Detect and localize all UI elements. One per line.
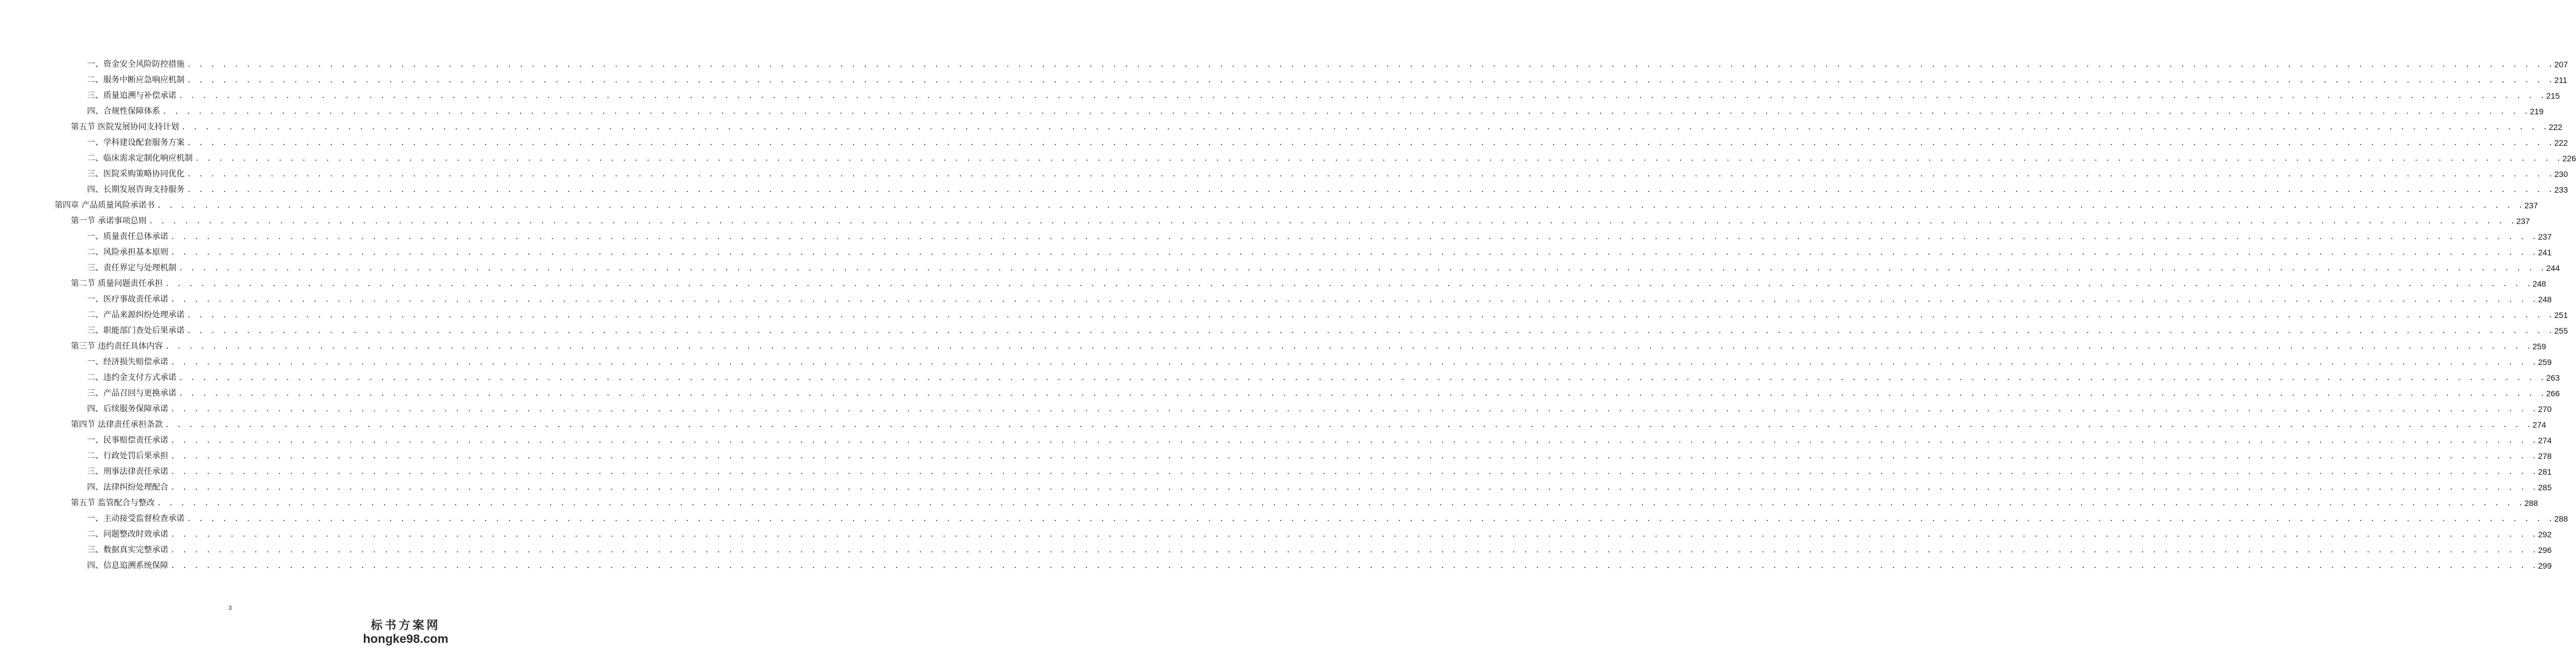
toc-entry-page: 274 bbox=[2538, 436, 2552, 445]
toc-dot-leader: . . . . . . . . . . . . . . . . . . . . . . . . . . . . . . . . . . . . . . . . . . . . . . . . . . . . . . . . . . . . . . . . . . . . . . . . . . . . . . . . . . . . . . . . . . . . . . . . . . . . . . . . . . . . . . . . . . . . . . . . . . . . . . . . . . . . . . . . . . . . . . . . . . . . . . . . . . . . . . . . . . . . . . . . . . . . . . . . . . . . . . . . . . . . . . . . . . . . . . . . bbox=[187, 186, 2555, 194]
toc-entry-title: 三、责任界定与处理机制 bbox=[87, 263, 176, 273]
toc-entry-title: 一、医疗事故责任承诺 bbox=[87, 295, 168, 304]
toc-entry-title: 一、主动接受监督检查承诺 bbox=[87, 514, 185, 523]
toc-entry-title: 第一节 承诺事项总则 bbox=[71, 216, 147, 226]
toc-subsection-entry[interactable] bbox=[0, 179, 2568, 195]
toc-entry-page: 299 bbox=[2538, 561, 2552, 570]
toc-entry-title: 第五节 监管配合与整改 bbox=[71, 498, 155, 508]
toc-subsection-entry[interactable] bbox=[0, 164, 2568, 179]
toc-section-entry[interactable] bbox=[0, 336, 2546, 352]
toc-subsection-entry[interactable] bbox=[0, 555, 2552, 571]
toc-entry-title: 三、产品召回与更换承诺 bbox=[87, 389, 176, 398]
toc-dot-leader: . . . . . . . . . . . . . . . . . . . . . . . . . . . . . . . . . . . . . . . . . . . . . . . . . . . . . . . . . . . . . . . . . . . . . . . . . . . . . . . . . . . . . . . . . . . . . . . . . . . . . . . . . . . . . . . . . . . . . . . . . . . . . . . . . . . . . . . . . . . . . . . . . . . . . . . . . . . . . . . . . . . . . . . . . . . . . . . . . . . . . . . . . . . . . . . . . . . . . . . . bbox=[181, 123, 2549, 131]
toc-entry-page: 270 bbox=[2538, 404, 2552, 414]
toc-entry-page: 288 bbox=[2554, 514, 2568, 523]
toc-entry-page: 219 bbox=[2530, 107, 2544, 116]
toc-dot-leader: . . . . . . . . . . . . . . . . . . . . . . . . . . . . . . . . . . . . . . . . . . . . . . . . . . . . . . . . . . . . . . . . . . . . . . . . . . . . . . . . . . . . . . . . . . . . . . . . . . . . . . . . . . . . . . . . . . . . . . . . . . . . . . . . . . . . . . . . . . . . . . . . . . . . . . . . . . . . . . . . . . . . . . . . . . . . . . . . . . . . . . . . . . . . . . . . . . . . . . . . bbox=[187, 60, 2555, 68]
toc-entry-page: 248 bbox=[2538, 295, 2552, 304]
watermark-url: hongke98.com bbox=[363, 632, 449, 646]
toc-dot-leader: . . . . . . . . . . . . . . . . . . . . . . . . . . . . . . . . . . . . . . . . . . . . . . . . . . . . . . . . . . . . . . . . . . . . . . . . . . . . . . . . . . . . . . . . . . . . . . . . . . . . . . . . . . . . . . . . . . . . . . . . . . . . . . . . . . . . . . . . . . . . . . . . . . . . . . . . . . . . . . . . . . . . . . . . . . . . . . . . . . . . . . . . . . . . . . . . . . . . . . . . bbox=[171, 546, 2538, 554]
watermark-name: 标书方案网 bbox=[371, 618, 440, 632]
toc-entry-page: 215 bbox=[2546, 91, 2560, 100]
toc-entry-page: 259 bbox=[2538, 357, 2552, 367]
toc-entry-title: 二、问题整改时效承诺 bbox=[87, 530, 168, 539]
toc-entry-page: 207 bbox=[2554, 60, 2568, 69]
toc-dot-leader: . . . . . . . . . . . . . . . . . . . . . . . . . . . . . . . . . . . . . . . . . . . . . . . . . . . . . . . . . . . . . . . . . . . . . . . . . . . . . . . . . . . . . . . . . . . . . . . . . . . . . . . . . . . . . . . . . . . . . . . . . . . . . . . . . . . . . . . . . . . . . . . . . . . . . . . . . . . . . . . . . . . . . . . . . . . . . . . . . . . . . . . . . . . . . . . . . . . . . . . . bbox=[157, 201, 2525, 209]
toc-entry-page: 292 bbox=[2538, 530, 2552, 539]
toc-entry-page: 241 bbox=[2538, 248, 2552, 257]
toc-dot-leader: . . . . . . . . . . . . . . . . . . . . . . . . . . . . . . . . . . . . . . . . . . . . . . . . . . . . . . . . . . . . . . . . . . . . . . . . . . . . . . . . . . . . . . . . . . . . . . . . . . . . . . . . . . . . . . . . . . . . . . . . . . . . . . . . . . . . . . . . . . . . . . . . . . . . . . . . . . . . . . . . . . . . . . . . . . . . . . . . . . . . . . . . . . . . . . . . . . . . . . . . bbox=[187, 515, 2555, 523]
toc-entry-title: 第二节 质量问题责任承担 bbox=[71, 279, 163, 288]
toc-entry-page: 281 bbox=[2538, 467, 2552, 476]
toc-dot-leader: . . . . . . . . . . . . . . . . . . . . . . . . . . . . . . . . . . . . . . . . . . . . . . . . . . . . . . . . . . . . . . . . . . . . . . . . . . . . . . . . . . . . . . . . . . . . . . . . . . . . . . . . . . . . . . . . . . . . . . . . . . . . . . . . . . . . . . . . . . . . . . . . . . . . . . . . . . . . . . . . . . . . . . . . . . . . . . . . . . . . . . . . . . . . . . . . . . . . . . . . bbox=[171, 405, 2538, 413]
toc-dot-leader: . . . . . . . . . . . . . . . . . . . . . . . . . . . . . . . . . . . . . . . . . . . . . . . . . . . . . . . . . . . . . . . . . . . . . . . . . . . . . . . . . . . . . . . . . . . . . . . . . . . . . . . . . . . . . . . . . . . . . . . . . . . . . . . . . . . . . . . . . . . . . . . . . . . . . . . . . . . . . . . . . . . . . . . . . . . . . . . . . . . . . . . . . . . . . . . . . . . . . . . . bbox=[171, 468, 2538, 476]
toc-dot-leader: . . . . . . . . . . . . . . . . . . . . . . . . . . . . . . . . . . . . . . . . . . . . . . . . . . . . . . . . . . . . . . . . . . . . . . . . . . . . . . . . . . . . . . . . . . . . . . . . . . . . . . . . . . . . . . . . . . . . . . . . . . . . . . . . . . . . . . . . . . . . . . . . . . . . . . . . . . . . . . . . . . . . . . . . . . . . . . . . . . . . . . . . . . . . . . . . . . . . . . . . bbox=[171, 233, 2538, 241]
toc-entry-title: 一、质量责任总体承诺 bbox=[87, 232, 168, 241]
toc-entry-title: 三、刑事法律责任承诺 bbox=[87, 467, 168, 476]
toc-subsection-entry[interactable] bbox=[0, 477, 2552, 493]
toc-subsection-entry[interactable] bbox=[0, 132, 2568, 148]
toc-entry-title: 二、服务中断应急响应机制 bbox=[87, 75, 185, 85]
toc-entry-page: 296 bbox=[2538, 545, 2552, 555]
toc-subsection-entry[interactable] bbox=[0, 148, 2576, 164]
toc-entry-title: 四、合规性保障体系 bbox=[87, 107, 160, 116]
toc-dot-leader: . . . . . . . . . . . . . . . . . . . . . . . . . . . . . . . . . . . . . . . . . . . . . . . . . . . . . . . . . . . . . . . . . . . . . . . . . . . . . . . . . . . . . . . . . . . . . . . . . . . . . . . . . . . . . . . . . . . . . . . . . . . . . . . . . . . . . . . . . . . . . . . . . . . . . . . . . . . . . . . . . . . . . . . . . . . . . . . . . . . . . . . . . . . . . . . . . . . . . . . . bbox=[171, 483, 2538, 491]
toc-subsection-entry[interactable] bbox=[0, 305, 2568, 320]
toc-subsection-entry[interactable] bbox=[0, 226, 2552, 242]
toc-subsection-entry[interactable] bbox=[0, 85, 2560, 101]
toc-section-entry[interactable] bbox=[0, 493, 2538, 508]
toc-dot-leader: . . . . . . . . . . . . . . . . . . . . . . . . . . . . . . . . . . . . . . . . . . . . . . . . . . . . . . . . . . . . . . . . . . . . . . . . . . . . . . . . . . . . . . . . . . . . . . . . . . . . . . . . . . . . . . . . . . . . . . . . . . . . . . . . . . . . . . . . . . . . . . . . . . . . . . . . . . . . . . . . . . . . . . . . . . . . . . . . . . . . . . . . . . . . . . . . . . . . . . . . bbox=[171, 452, 2538, 460]
toc-entry-page: 237 bbox=[2516, 216, 2530, 226]
toc-entry-title: 三、数据真实完整承诺 bbox=[87, 545, 168, 555]
toc-entry-title: 一、资金安全风险防控措施 bbox=[87, 60, 185, 69]
toc-subsection-entry[interactable] bbox=[0, 289, 2552, 305]
toc-entry-page: 274 bbox=[2532, 420, 2546, 429]
toc-entry-title: 四、法律纠纷处理配合 bbox=[87, 483, 168, 492]
toc-dot-leader: . . . . . . . . . . . . . . . . . . . . . . . . . . . . . . . . . . . . . . . . . . . . . . . . . . . . . . . . . . . . . . . . . . . . . . . . . . . . . . . . . . . . . . . . . . . . . . . . . . . . . . . . . . . . . . . . . . . . . . . . . . . . . . . . . . . . . . . . . . . . . . . . . . . . . . . . . . . . . . . . . . . . . . . . . . . . . . . . . . . . . . . . . . . . . . . . . . . . . . . . bbox=[179, 374, 2546, 382]
toc-section-entry[interactable] bbox=[0, 414, 2546, 430]
toc-entry-page: 263 bbox=[2546, 373, 2560, 382]
toc-subsection-entry[interactable] bbox=[0, 524, 2552, 540]
toc-subsection-entry[interactable] bbox=[0, 540, 2552, 555]
toc-entry-page: 237 bbox=[2524, 201, 2538, 210]
toc-entry-page: 222 bbox=[2554, 138, 2568, 147]
toc-dot-leader: . . . . . . . . . . . . . . . . . . . . . . . . . . . . . . . . . . . . . . . . . . . . . . . . . . . . . . . . . . . . . . . . . . . . . . . . . . . . . . . . . . . . . . . . . . . . . . . . . . . . . . . . . . . . . . . . . . . . . . . . . . . . . . . . . . . . . . . . . . . . . . . . . . . . . . . . . . . . . . . . . . . . . . . . . . . . . . . . . . . . . . . . . . . . . . . . . . . . . . . . bbox=[171, 248, 2538, 256]
toc-entry-title: 三、职能部门查处后果承诺 bbox=[87, 326, 185, 335]
toc-section-entry[interactable] bbox=[0, 273, 2546, 289]
table-of-contents bbox=[0, 54, 2576, 571]
toc-entry-title: 一、学科建设配套服务方案 bbox=[87, 138, 185, 147]
toc-dot-leader: . . . . . . . . . . . . . . . . . . . . . . . . . . . . . . . . . . . . . . . . . . . . . . . . . . . . . . . . . . . . . . . . . . . . . . . . . . . . . . . . . . . . . . . . . . . . . . . . . . . . . . . . . . . . . . . . . . . . . . . . . . . . . . . . . . . . . . . . . . . . . . . . . . . . . . . . . . . . . . . . . . . . . . . . . . . . . . . . . . . . . . . . . . . . . . . . . . . . . . . . bbox=[162, 107, 2530, 115]
toc-entry-page: 288 bbox=[2524, 498, 2538, 508]
toc-subsection-entry[interactable] bbox=[0, 446, 2552, 461]
page-number: 3 bbox=[228, 605, 232, 612]
toc-dot-leader: . . . . . . . . . . . . . . . . . . . . . . . . . . . . . . . . . . . . . . . . . . . . . . . . . . . . . . . . . . . . . . . . . . . . . . . . . . . . . . . . . . . . . . . . . . . . . . . . . . . . . . . . . . . . . . . . . . . . . . . . . . . . . . . . . . . . . . . . . . . . . . . . . . . . . . . . . . . . . . . . . . . . . . . . . . . . . . . . . . . . . . . . . . . . . . . . . . . . . . . . bbox=[165, 280, 2533, 288]
toc-entry-title: 一、经济损失赔偿承诺 bbox=[87, 357, 168, 367]
toc-entry-page: 222 bbox=[2549, 122, 2563, 132]
toc-dot-leader: . . . . . . . . . . . . . . . . . . . . . . . . . . . . . . . . . . . . . . . . . . . . . . . . . . . . . . . . . . . . . . . . . . . . . . . . . . . . . . . . . . . . . . . . . . . . . . . . . . . . . . . . . . . . . . . . . . . . . . . . . . . . . . . . . . . . . . . . . . . . . . . . . . . . . . . . . . . . . . . . . . . . . . . . . . . . . . . . . . . . . . . . . . . . . . . . . . . . . . . . bbox=[187, 327, 2555, 335]
toc-dot-leader: . . . . . . . . . . . . . . . . . . . . . . . . . . . . . . . . . . . . . . . . . . . . . . . . . . . . . . . . . . . . . . . . . . . . . . . . . . . . . . . . . . . . . . . . . . . . . . . . . . . . . . . . . . . . . . . . . . . . . . . . . . . . . . . . . . . . . . . . . . . . . . . . . . . . . . . . . . . . . . . . . . . . . . . . . . . . . . . . . . . . . . . . . . . . . . . . . . . . . . . . bbox=[171, 295, 2538, 303]
toc-entry-page: 285 bbox=[2538, 483, 2552, 492]
toc-entry-page: 251 bbox=[2554, 310, 2568, 320]
toc-entry-title: 第四章 产品质量风险承诺书 bbox=[55, 201, 155, 210]
toc-dot-leader: . . . . . . . . . . . . . . . . . . . . . . . . . . . . . . . . . . . . . . . . . . . . . . . . . . . . . . . . . . . . . . . . . . . . . . . . . . . . . . . . . . . . . . . . . . . . . . . . . . . . . . . . . . . . . . . . . . . . . . . . . . . . . . . . . . . . . . . . . . . . . . . . . . . . . . . . . . . . . . . . . . . . . . . . . . . . . . . . . . . . . . . . . . . . . . . . . . . . . . . . bbox=[171, 530, 2538, 538]
toc-subsection-entry[interactable] bbox=[0, 54, 2568, 70]
toc-entry-page: 233 bbox=[2554, 185, 2568, 194]
toc-dot-leader: . . . . . . . . . . . . . . . . . . . . . . . . . . . . . . . . . . . . . . . . . . . . . . . . . . . . . . . . . . . . . . . . . . . . . . . . . . . . . . . . . . . . . . . . . . . . . . . . . . . . . . . . . . . . . . . . . . . . . . . . . . . . . . . . . . . . . . . . . . . . . . . . . . . . . . . . . . . . . . . . . . . . . . . . . . . . . . . . . . . . . . . . . . . . . . . . . . . . . . . . bbox=[171, 436, 2538, 444]
toc-dot-leader: . . . . . . . . . . . . . . . . . . . . . . . . . . . . . . . . . . . . . . . . . . . . . . . . . . . . . . . . . . . . . . . . . . . . . . . . . . . . . . . . . . . . . . . . . . . . . . . . . . . . . . . . . . . . . . . . . . . . . . . . . . . . . . . . . . . . . . . . . . . . . . . . . . . . . . . . . . . . . . . . . . . . . . . . . . . . . . . . . . . . . . . . . . . . . . . . . . . . . . . . bbox=[187, 170, 2555, 178]
toc-subsection-entry[interactable] bbox=[0, 367, 2560, 383]
toc-subsection-entry[interactable] bbox=[0, 399, 2552, 414]
toc-subsection-entry[interactable] bbox=[0, 461, 2552, 477]
toc-entry-title: 二、行政处罚后果承担 bbox=[87, 451, 168, 461]
toc-entry-title: 二、临床需求定制化响应机制 bbox=[87, 154, 193, 163]
toc-entry-title: 四、长期发展咨询支持服务 bbox=[87, 185, 185, 194]
toc-entry-page: 244 bbox=[2546, 263, 2560, 273]
watermark-logo bbox=[359, 617, 452, 646]
toc-entry-page: 278 bbox=[2538, 451, 2552, 461]
toc-section-entry[interactable] bbox=[0, 211, 2530, 226]
toc-subsection-entry[interactable] bbox=[0, 320, 2568, 336]
toc-entry-title: 二、违约金支付方式承诺 bbox=[87, 373, 176, 382]
toc-subsection-entry[interactable] bbox=[0, 101, 2544, 117]
toc-subsection-entry[interactable] bbox=[0, 352, 2552, 367]
toc-entry-page: 266 bbox=[2546, 389, 2560, 398]
toc-entry-title: 三、质量追溯与补偿承诺 bbox=[87, 91, 176, 100]
toc-dot-leader: . . . . . . . . . . . . . . . . . . . . . . . . . . . . . . . . . . . . . . . . . . . . . . . . . . . . . . . . . . . . . . . . . . . . . . . . . . . . . . . . . . . . . . . . . . . . . . . . . . . . . . . . . . . . . . . . . . . . . . . . . . . . . . . . . . . . . . . . . . . . . . . . . . . . . . . . . . . . . . . . . . . . . . . . . . . . . . . . . . . . . . . . . . . . . . . . . . . . . . . . bbox=[187, 139, 2555, 147]
toc-entry-page: 259 bbox=[2532, 342, 2546, 351]
toc-dot-leader: . . . . . . . . . . . . . . . . . . . . . . . . . . . . . . . . . . . . . . . . . . . . . . . . . . . . . . . . . . . . . . . . . . . . . . . . . . . . . . . . . . . . . . . . . . . . . . . . . . . . . . . . . . . . . . . . . . . . . . . . . . . . . . . . . . . . . . . . . . . . . . . . . . . . . . . . . . . . . . . . . . . . . . . . . . . . . . . . . . . . . . . . . . . . . . . . . . . . . . . . bbox=[187, 311, 2555, 319]
toc-dot-leader: . . . . . . . . . . . . . . . . . . . . . . . . . . . . . . . . . . . . . . . . . . . . . . . . . . . . . . . . . . . . . . . . . . . . . . . . . . . . . . . . . . . . . . . . . . . . . . . . . . . . . . . . . . . . . . . . . . . . . . . . . . . . . . . . . . . . . . . . . . . . . . . . . . . . . . . . . . . . . . . . . . . . . . . . . . . . . . . . . . . . . . . . . . . . . . . . . . . . . . . . bbox=[149, 217, 2517, 225]
toc-dot-leader: . . . . . . . . . . . . . . . . . . . . . . . . . . . . . . . . . . . . . . . . . . . . . . . . . . . . . . . . . . . . . . . . . . . . . . . . . . . . . . . . . . . . . . . . . . . . . . . . . . . . . . . . . . . . . . . . . . . . . . . . . . . . . . . . . . . . . . . . . . . . . . . . . . . . . . . . . . . . . . . . . . . . . . . . . . . . . . . . . . . . . . . . . . . . . . . . . . . . . . . . bbox=[171, 562, 2538, 570]
toc-subsection-entry[interactable] bbox=[0, 70, 2567, 85]
toc-entry-title: 一、民事赔偿责任承诺 bbox=[87, 436, 168, 445]
toc-entry-title: 第三节 违约责任具体内容 bbox=[71, 342, 163, 351]
toc-entry-page: 226 bbox=[2562, 154, 2576, 163]
toc-dot-leader: . . . . . . . . . . . . . . . . . . . . . . . . . . . . . . . . . . . . . . . . . . . . . . . . . . . . . . . . . . . . . . . . . . . . . . . . . . . . . . . . . . . . . . . . . . . . . . . . . . . . . . . . . . . . . . . . . . . . . . . . . . . . . . . . . . . . . . . . . . . . . . . . . . . . . . . . . . . . . . . . . . . . . . . . . . . . . . . . . . . . . . . . . . . . . . . . . . . . . . . . bbox=[179, 389, 2546, 397]
toc-dot-leader: . . . . . . . . . . . . . . . . . . . . . . . . . . . . . . . . . . . . . . . . . . . . . . . . . . . . . . . . . . . . . . . . . . . . . . . . . . . . . . . . . . . . . . . . . . . . . . . . . . . . . . . . . . . . . . . . . . . . . . . . . . . . . . . . . . . . . . . . . . . . . . . . . . . . . . . . . . . . . . . . . . . . . . . . . . . . . . . . . . . . . . . . . . . . . . . . . . . . . . . . bbox=[195, 154, 2563, 162]
toc-chapter-entry[interactable] bbox=[0, 195, 2538, 211]
toc-entry-title: 第四节 法律责任承担条款 bbox=[71, 420, 163, 429]
toc-entry-title: 二、风险承担基本原则 bbox=[87, 248, 168, 257]
toc-entry-title: 三、医院采购策略协同优化 bbox=[87, 169, 185, 179]
toc-subsection-entry[interactable] bbox=[0, 242, 2552, 258]
toc-entry-page: 211 bbox=[2554, 75, 2567, 85]
toc-subsection-entry[interactable] bbox=[0, 258, 2560, 273]
toc-entry-title: 二、产品来源纠纷处理承诺 bbox=[87, 310, 185, 320]
toc-entry-title: 四、信息追溯系统保障 bbox=[87, 561, 168, 570]
toc-dot-leader: . . . . . . . . . . . . . . . . . . . . . . . . . . . . . . . . . . . . . . . . . . . . . . . . . . . . . . . . . . . . . . . . . . . . . . . . . . . . . . . . . . . . . . . . . . . . . . . . . . . . . . . . . . . . . . . . . . . . . . . . . . . . . . . . . . . . . . . . . . . . . . . . . . . . . . . . . . . . . . . . . . . . . . . . . . . . . . . . . . . . . . . . . . . . . . . . . . . . . . . . bbox=[165, 421, 2533, 429]
toc-entry-page: 237 bbox=[2538, 232, 2552, 241]
toc-entry-page: 248 bbox=[2532, 279, 2546, 288]
toc-entry-title: 四、后续服务保障承诺 bbox=[87, 404, 168, 414]
toc-dot-leader: . . . . . . . . . . . . . . . . . . . . . . . . . . . . . . . . . . . . . . . . . . . . . . . . . . . . . . . . . . . . . . . . . . . . . . . . . . . . . . . . . . . . . . . . . . . . . . . . . . . . . . . . . . . . . . . . . . . . . . . . . . . . . . . . . . . . . . . . . . . . . . . . . . . . . . . . . . . . . . . . . . . . . . . . . . . . . . . . . . . . . . . . . . . . . . . . . . . . . . . . bbox=[157, 499, 2525, 507]
toc-entry-page: 230 bbox=[2554, 169, 2568, 179]
toc-dot-leader: . . . . . . . . . . . . . . . . . . . . . . . . . . . . . . . . . . . . . . . . . . . . . . . . . . . . . . . . . . . . . . . . . . . . . . . . . . . . . . . . . . . . . . . . . . . . . . . . . . . . . . . . . . . . . . . . . . . . . . . . . . . . . . . . . . . . . . . . . . . . . . . . . . . . . . . . . . . . . . . . . . . . . . . . . . . . . . . . . . . . . . . . . . . . . . . . . . . . . . . . bbox=[165, 342, 2533, 350]
toc-subsection-entry[interactable] bbox=[0, 430, 2552, 446]
toc-entry-page: 255 bbox=[2554, 326, 2568, 335]
toc-dot-leader: . . . . . . . . . . . . . . . . . . . . . . . . . . . . . . . . . . . . . . . . . . . . . . . . . . . . . . . . . . . . . . . . . . . . . . . . . . . . . . . . . . . . . . . . . . . . . . . . . . . . . . . . . . . . . . . . . . . . . . . . . . . . . . . . . . . . . . . . . . . . . . . . . . . . . . . . . . . . . . . . . . . . . . . . . . . . . . . . . . . . . . . . . . . . . . . . . . . . . . . . bbox=[171, 358, 2538, 366]
toc-entry-title: 第五节 医院发展协同支持计划 bbox=[71, 122, 179, 132]
toc-dot-leader: . . . . . . . . . . . . . . . . . . . . . . . . . . . . . . . . . . . . . . . . . . . . . . . . . . . . . . . . . . . . . . . . . . . . . . . . . . . . . . . . . . . . . . . . . . . . . . . . . . . . . . . . . . . . . . . . . . . . . . . . . . . . . . . . . . . . . . . . . . . . . . . . . . . . . . . . . . . . . . . . . . . . . . . . . . . . . . . . . . . . . . . . . . . . . . . . . . . . . . . . bbox=[179, 92, 2546, 100]
toc-section-entry[interactable] bbox=[0, 117, 2563, 132]
toc-subsection-entry[interactable] bbox=[0, 508, 2568, 524]
toc-dot-leader: . . . . . . . . . . . . . . . . . . . . . . . . . . . . . . . . . . . . . . . . . . . . . . . . . . . . . . . . . . . . . . . . . . . . . . . . . . . . . . . . . . . . . . . . . . . . . . . . . . . . . . . . . . . . . . . . . . . . . . . . . . . . . . . . . . . . . . . . . . . . . . . . . . . . . . . . . . . . . . . . . . . . . . . . . . . . . . . . . . . . . . . . . . . . . . . . . . . . . . . . bbox=[187, 76, 2555, 84]
toc-subsection-entry[interactable] bbox=[0, 383, 2560, 399]
toc-dot-leader: . . . . . . . . . . . . . . . . . . . . . . . . . . . . . . . . . . . . . . . . . . . . . . . . . . . . . . . . . . . . . . . . . . . . . . . . . . . . . . . . . . . . . . . . . . . . . . . . . . . . . . . . . . . . . . . . . . . . . . . . . . . . . . . . . . . . . . . . . . . . . . . . . . . . . . . . . . . . . . . . . . . . . . . . . . . . . . . . . . . . . . . . . . . . . . . . . . . . . . . . bbox=[179, 264, 2546, 272]
